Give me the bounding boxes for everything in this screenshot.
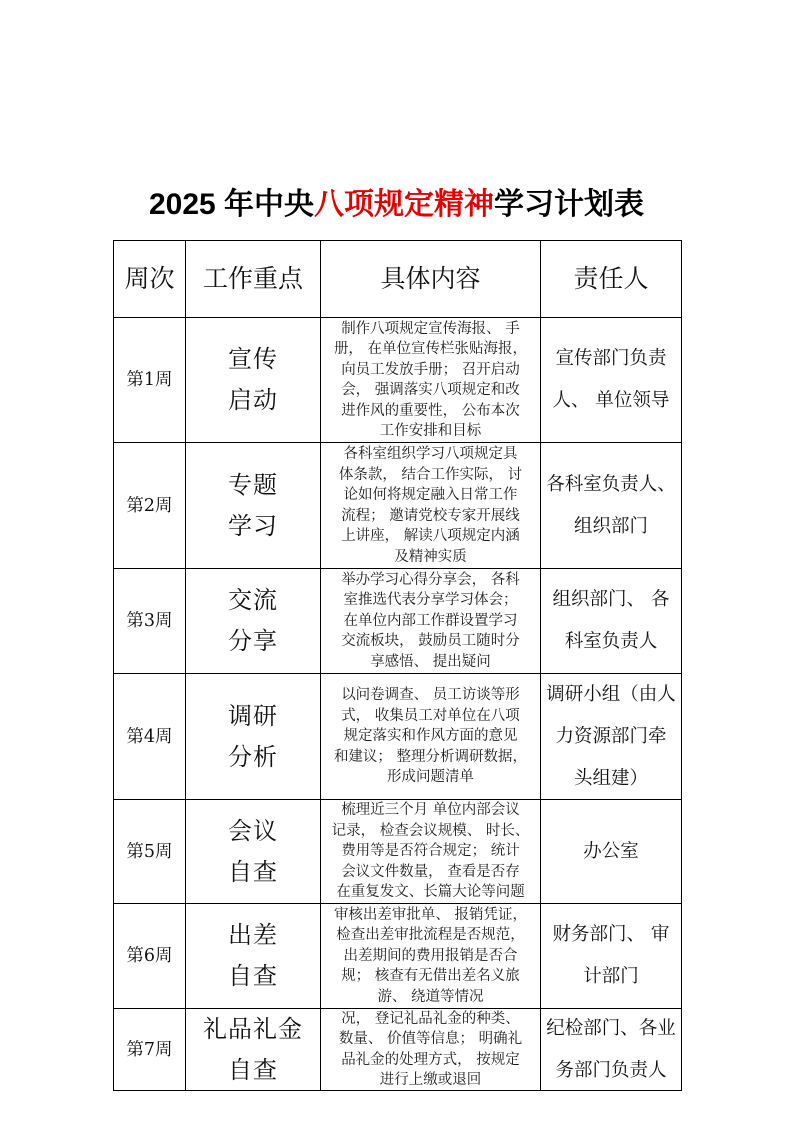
content-line: 形成问题清单 — [387, 769, 474, 786]
title-highlight: 八项规定精神 — [314, 188, 495, 221]
week-label: 第5周 — [126, 841, 173, 862]
content-cell — [321, 318, 541, 443]
week-label: 第4周 — [126, 726, 173, 747]
content-cell — [321, 569, 541, 674]
focus-line: 自查 — [228, 1055, 278, 1084]
content-line: 册， 在单位宣传栏张贴海报， — [333, 341, 528, 357]
content-line: 规； 核查有无借出差名义旅 — [341, 968, 520, 985]
responsible-line: 组织部门、 各 — [552, 589, 670, 610]
responsible-line: 计部门 — [583, 966, 639, 987]
focus-cell — [186, 674, 321, 800]
responsible-line: 科室负责人 — [564, 631, 658, 652]
focus-cell — [186, 318, 321, 443]
focus-line: 专题 — [228, 470, 278, 499]
focus-line: 交流 — [228, 586, 278, 614]
week-label: 第6周 — [126, 946, 173, 966]
week-cell — [114, 443, 186, 569]
content-line: 在单位内部工作群设置学习 — [343, 612, 518, 629]
focus-line: 礼品礼金 — [203, 1014, 303, 1043]
content-line: 在重复发文、长篇大论等问题 — [336, 884, 525, 901]
responsible-line: 力资源部门牵 — [555, 725, 667, 747]
content-cell — [321, 1009, 541, 1091]
content-cell — [321, 904, 541, 1009]
content-line: 论如何将规定融入日常工作 — [343, 487, 518, 503]
content-line: 进作风的重要性， 公布本次 — [341, 402, 520, 419]
responsible-line: 头组建） — [573, 767, 648, 789]
content-cell — [321, 674, 541, 800]
header-week: 周次 — [114, 241, 186, 318]
responsible-line: 调研小组（由人 — [546, 683, 676, 705]
focus-cell — [186, 1009, 321, 1091]
responsible-line: 务部门负责人 — [555, 1059, 667, 1081]
content-line: 会， 强调落实八项规定和改 — [341, 382, 520, 398]
content-line: 数量、 价值等信息； 明确礼 — [338, 1031, 523, 1047]
content-line: 制作八项规定宣传海报、 手 — [341, 320, 520, 337]
page-title — [0, 182, 793, 228]
focus-line: 会议 — [228, 816, 278, 845]
responsible-line: 宣传部门负责 — [555, 348, 667, 369]
week-label: 第1周 — [126, 370, 173, 390]
focus-line: 宣传 — [228, 345, 278, 373]
week-cell — [114, 800, 186, 904]
focus-cell — [186, 443, 321, 569]
responsible-cell — [541, 1009, 682, 1091]
focus-line: 分析 — [228, 742, 278, 771]
week-label: 第3周 — [126, 611, 173, 631]
content-line: 以问卷调查、 员工访谈等形 — [341, 687, 520, 704]
content-line: 举办学习心得分享会， 各科 — [341, 571, 520, 588]
header-content: 具体内容 — [321, 241, 541, 318]
focus-line: 分享 — [228, 627, 278, 655]
focus-cell — [186, 800, 321, 904]
content-line: 审核出差审批单、 报销凭证， — [333, 906, 528, 923]
focus-line: 学习 — [228, 511, 278, 540]
content-line: 游、 绕道等情况 — [377, 988, 484, 1005]
focus-line: 自查 — [228, 962, 278, 990]
week-cell — [114, 569, 186, 674]
title-suffix: 学习计划表 — [494, 188, 645, 221]
content-line: 记录， 检查会议规模、 时长、 — [331, 822, 530, 839]
focus-cell — [186, 904, 321, 1009]
content-line: 会议文件数量， 查看是否存 — [341, 863, 520, 880]
content-line: 进行上缴或退回 — [379, 1072, 482, 1088]
content-line: 交流板块， 鼓励员工随时分 — [341, 633, 520, 650]
content-line: 上讲座， 解读八项规定内涵 — [341, 528, 520, 544]
content-line: 和建议； 整理分析调研数据， — [333, 748, 528, 765]
content-line: 流程； 邀请党校专家开展线 — [341, 507, 520, 524]
week-label: 第2周 — [126, 495, 173, 516]
week-cell — [114, 674, 186, 800]
header-responsible: 责任人 — [541, 241, 682, 318]
responsible-cell — [541, 674, 682, 800]
week-label: 第7周 — [126, 1039, 173, 1060]
content-line: 工作安排和目标 — [379, 423, 482, 439]
content-line: 梳理近三个月 单位内部会议 — [341, 802, 520, 819]
content-line: 况， 登记礼品礼金的种类、 — [341, 1010, 520, 1027]
week-cell — [114, 318, 186, 443]
focus-cell — [186, 569, 321, 674]
content-cell — [321, 800, 541, 904]
responsible-line: 人、 单位领导 — [552, 390, 670, 411]
plan-table — [113, 240, 682, 1091]
content-line: 检查出差审批流程是否规范， — [336, 927, 525, 944]
title-prefix: 2025 年中央 — [148, 188, 315, 221]
content-line: 体条款， 结合工作实际， 讨 — [338, 466, 523, 483]
week-cell — [114, 904, 186, 1009]
content-line: 出差期间的费用报销是否合 — [343, 947, 518, 964]
content-line: 规定落实和作风方面的意见 — [343, 728, 518, 745]
responsible-cell — [541, 904, 682, 1009]
content-line: 各科室组织学习八项规定具 — [343, 446, 518, 462]
responsible-cell — [541, 318, 682, 443]
content-line: 室推选代表分享学习体会； — [343, 592, 518, 609]
focus-line: 出差 — [228, 921, 278, 949]
content-line: 品礼金的处理方式， 按规定 — [341, 1051, 520, 1068]
content-line: 费用等是否符合规定； 统计 — [341, 843, 520, 860]
responsible-line: 组织部门 — [573, 515, 648, 537]
focus-line: 调研 — [228, 701, 278, 730]
header-focus: 工作重点 — [186, 241, 321, 318]
focus-line: 启动 — [228, 386, 278, 414]
content-line: 及精神实质 — [394, 548, 467, 565]
responsible-line: 办公室 — [583, 840, 639, 862]
focus-line: 自查 — [228, 857, 278, 886]
responsible-cell — [541, 800, 682, 904]
responsible-line: 财务部门、 审 — [552, 924, 670, 945]
responsible-line: 各科室负责人、 — [546, 473, 676, 495]
responsible-cell — [541, 569, 682, 674]
content-cell — [321, 443, 541, 569]
content-line: 享感悟、 提出疑问 — [370, 653, 491, 670]
responsible-cell — [541, 443, 682, 569]
content-line: 式， 收集员工对单位在八项 — [341, 707, 520, 724]
responsible-line: 纪检部门、各业 — [546, 1017, 676, 1039]
week-cell — [114, 1009, 186, 1091]
content-line: 向员工发放手册； 召开启动 — [341, 361, 520, 378]
